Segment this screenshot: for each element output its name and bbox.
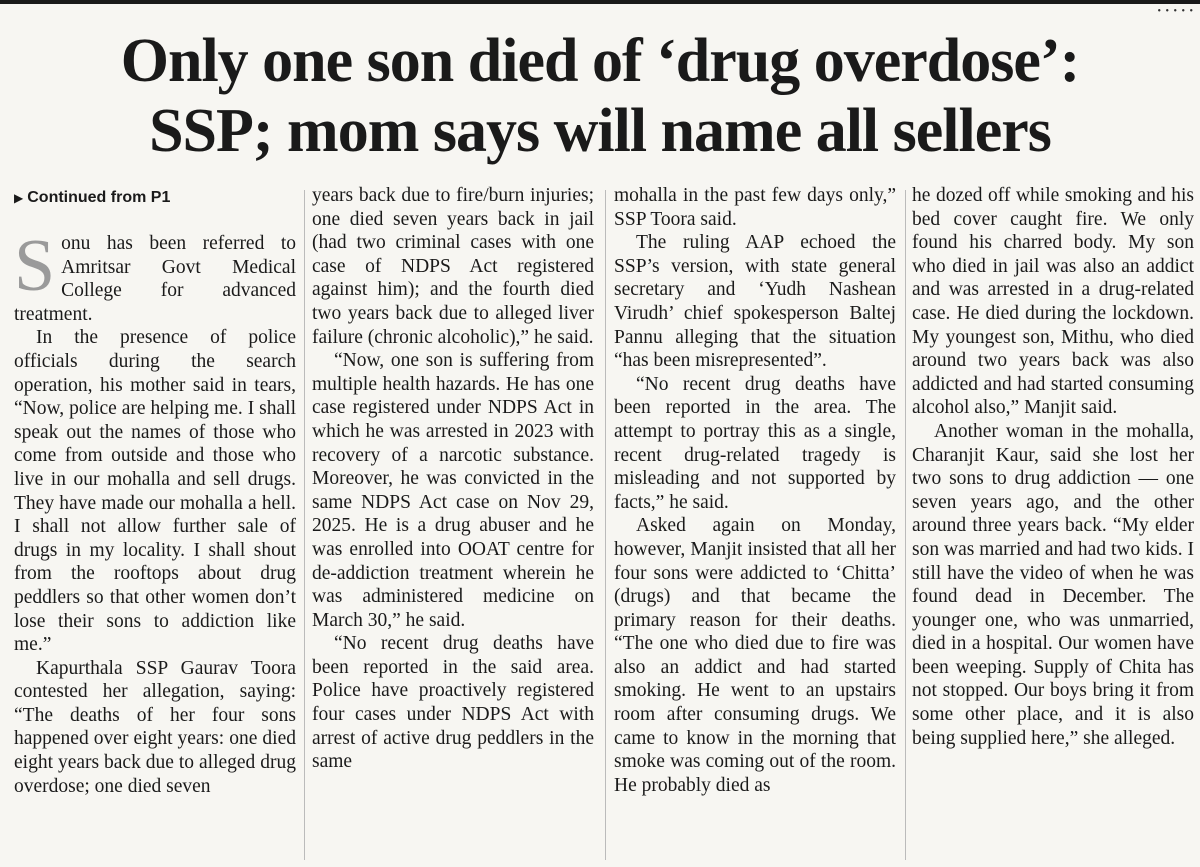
- paragraph: Another woman in the mohalla, Charanjit Kaur, said she lost her two sons to drug addiction — one seven years ago, and the other around three years back. “My elder son was married and had two kids. I still have the video of when he was found dead in December. The younger one, who was unmarried, died in a hospital. Our women have been weeping. Supply of Chita has not stopped. Our boys bring it from some other place, and it is also being supplied here,” she alleged.: [912, 420, 1194, 749]
- article-column-4: [912, 184, 1194, 750]
- paragraph: Kapurthala SSP Gaurav Toora contested her allegation, saying: “The deaths of her four sons happened over eight years: one died eight years back due to alleged drug overdose; one died seven: [14, 657, 296, 797]
- paragraph: he dozed off while smoking and his bed cover caught fire. We only found his charred body. My son who died in jail was also an addict and was arrested in a drug-related case. He died during the lockdown. My youngest son, Mithu, who died around two years back was also addicted and had started consuming alcohol also,” Manjit said.: [912, 185, 1194, 419]
- paragraph: mohalla in the past few days only,” SSP Toora said.: [614, 185, 896, 230]
- triangle-right-icon: ▶: [14, 191, 24, 205]
- paragraph: The ruling AAP echoed the SSP’s version, with state general secretary and ‘Yudh Nashean Virudh’ chief spokesperson Baltej Pannu alleging that the situation “has been misrepresented”.: [614, 232, 896, 372]
- article-body: [14, 185, 1194, 867]
- rule-dots-icon: • • • • •: [1157, 6, 1194, 17]
- paragraph: “No recent drug deaths have been reported in the said area. Police have proactively registered four cases under NDPS Act with arrest of active drug peddlers in the same: [312, 633, 594, 773]
- headline-line-2: SSP; mom says will name all sellers: [149, 97, 1051, 165]
- headline: [0, 26, 1200, 166]
- paragraph: “Now, one son is suffering from multiple health hazards. He has one case registered under NDPS Act in which he was arrested in 2023 with recovery of a narcotic substance. Moreover, he was convicted in the same NDPS Act case on Nov 29, 2025. He is a drug abuser and he was enrolled into OOAT centre for de-addiction treatment wherein he was administered medicine on March 30,” he said.: [312, 350, 594, 631]
- dropcap: S: [14, 225, 56, 307]
- top-rule: [0, 0, 1200, 17]
- continued-text: Continued from P1: [27, 189, 171, 206]
- paragraph: “No recent drug deaths have been reported in the area. The attempt to portray this as a single, recent drug-related tragedy is misleading and not supported by facts,” he said.: [614, 373, 896, 513]
- paragraph: [14, 225, 296, 326]
- article-column-1: [14, 188, 296, 798]
- continued-label: [14, 188, 296, 208]
- paragraph: years back due to fire/burn injuries; one died seven years back in jail (had two criminal cases with one case of NDPS Act registered against him); and the fourth died two years back due to alleged liver failure (chronic alcoholic),” he said.: [312, 185, 594, 348]
- paragraph: In the presence of police officials during the search operation, his mother said in tears, “Now, police are helping me. I shall speak out the names of those who come from outside and those who live in our mohalla and sell drugs. They have made our mohalla a hell. I shall not allow further sale of drugs in my locality. I shall shout from the rooftops about drug peddlers so that other women don’t lose their sons to addiction like me.”: [14, 327, 296, 656]
- article-column-2: [312, 184, 594, 774]
- paragraph-text: onu has been referred to Amritsar Govt Medical College for advanced treatment.: [14, 233, 296, 325]
- article-column-3: [614, 184, 896, 797]
- paragraph: Asked again on Monday, however, Manjit insisted that all her four sons were addicted to ‘Chitta’ (drugs) and that became the primary reason for their deaths. “The one who died due to fire was also an addict and had started smoking. He went to an upstairs room after consuming drugs. We came to know in the morning that smoke was coming out of the room. He probably died as: [614, 515, 896, 796]
- headline-line-1: Only one son died of ‘drug overdose’:: [120, 27, 1080, 95]
